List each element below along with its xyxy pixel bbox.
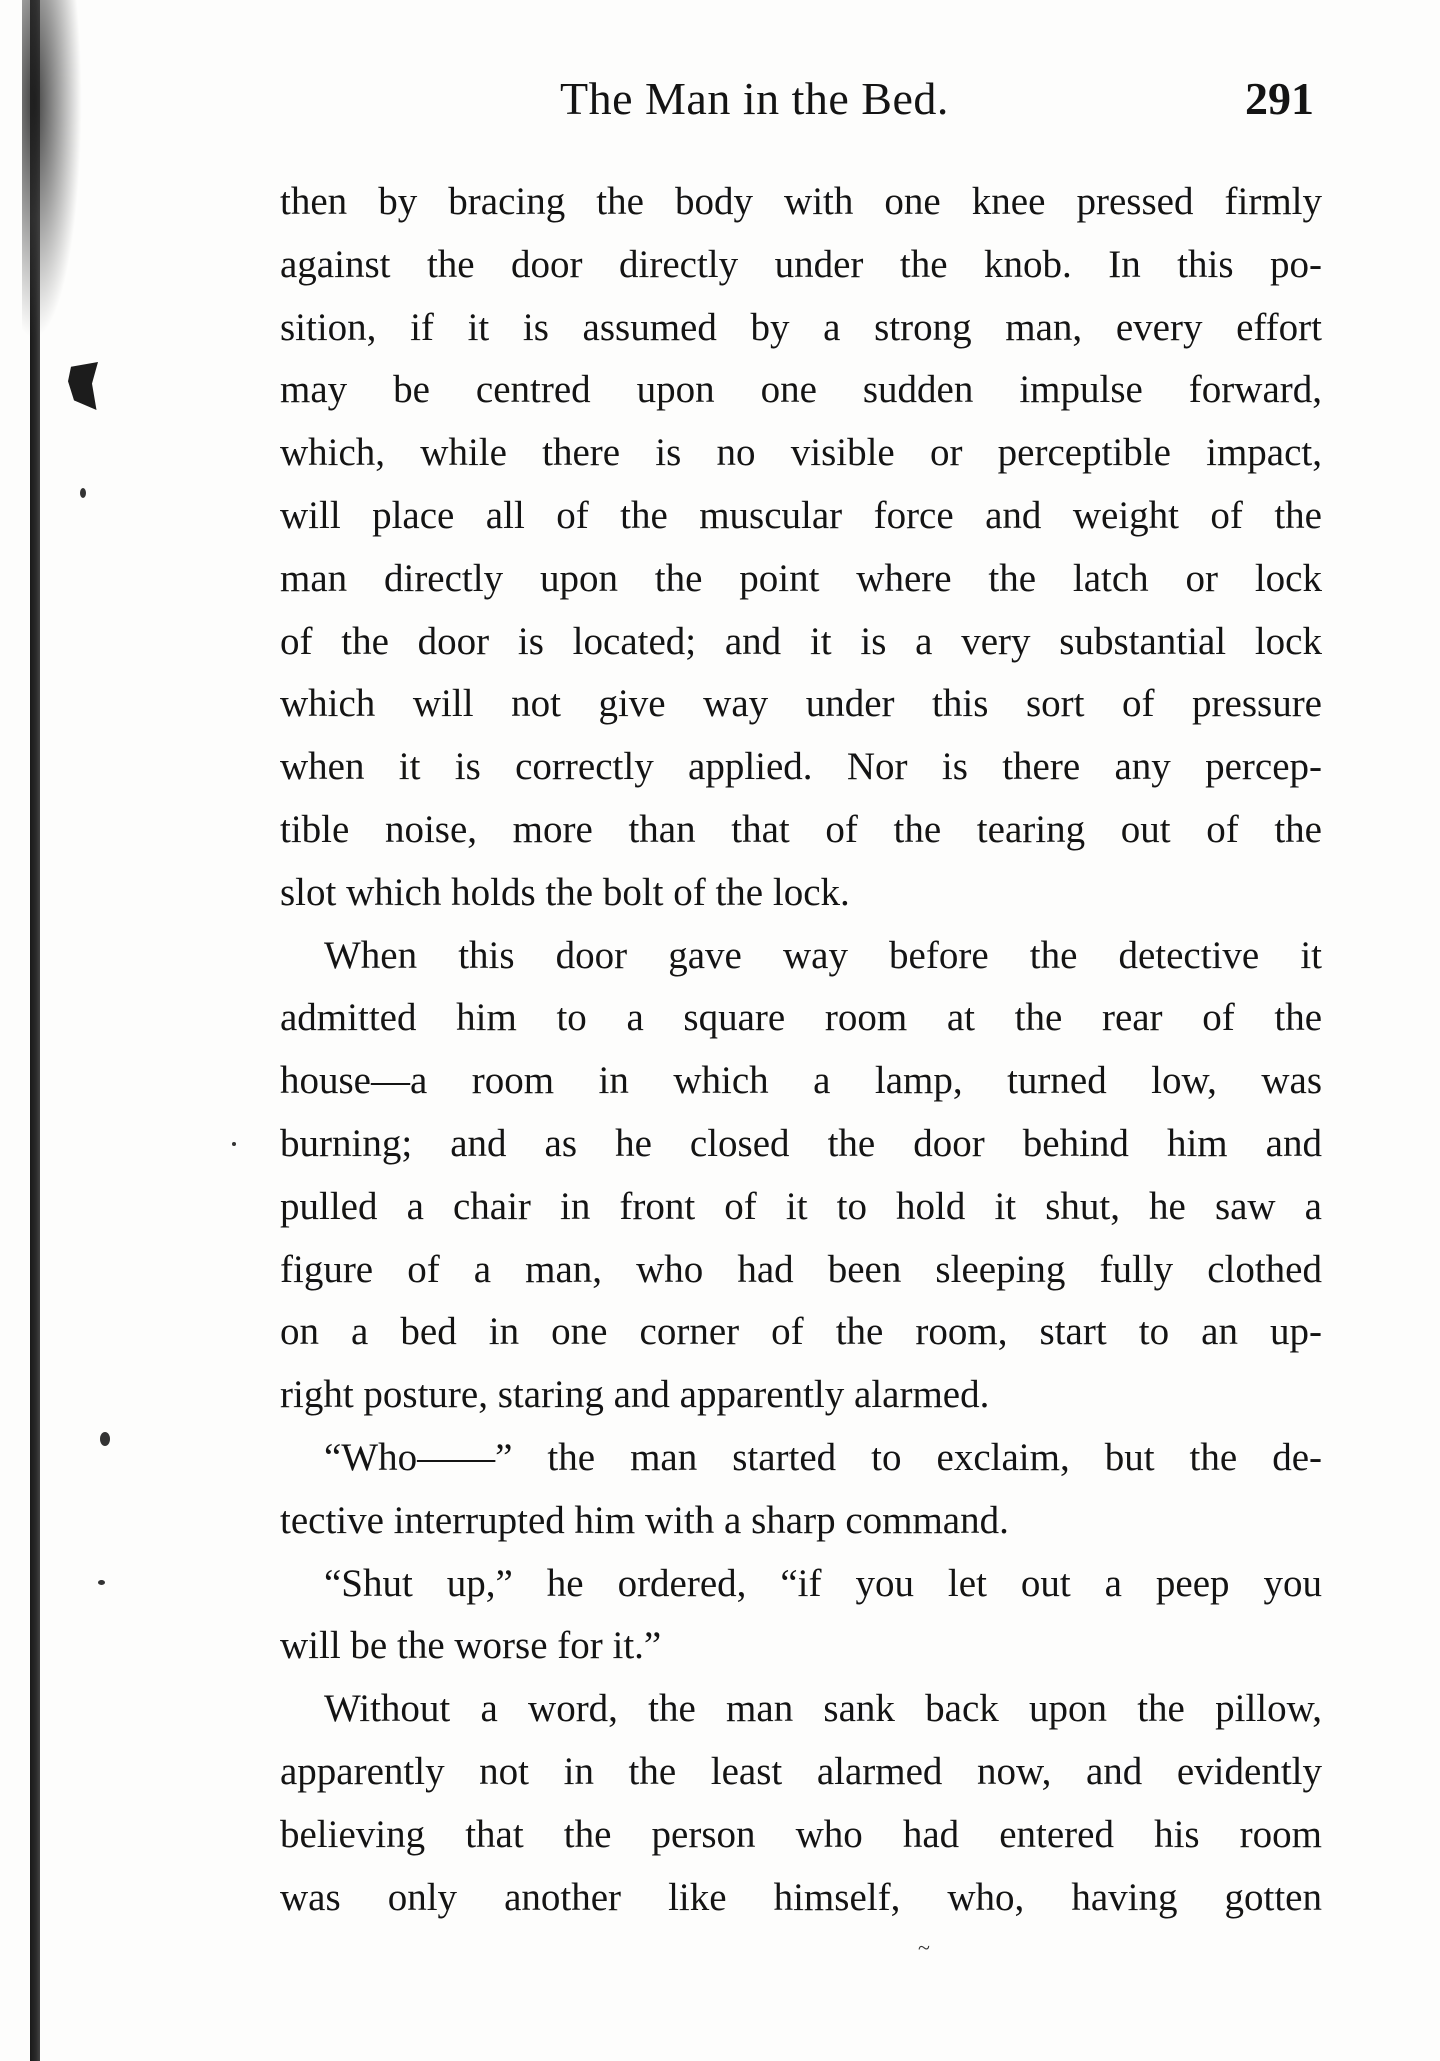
text-line: which will not give way under this sort of pressure [280,682,1322,726]
speck [98,1580,105,1585]
text-line: burning; and as he closed the door behind him and [280,1121,1322,1165]
text-line: house—a room in which a lamp, turned low, was [280,1059,1322,1103]
text-line: slot which holds the bolt of the lock. [280,870,850,914]
text-line: may be centred upon one sudden impulse forward, [280,368,1322,412]
speck [80,488,86,498]
text-line: of the door is located; and it is a very substantial lock [280,619,1322,663]
text-line: right posture, staring and apparently alarmed. [280,1373,990,1417]
text-line: against the door directly under the knob. In this po- [280,242,1322,286]
text-line: believing that the person who had entered his room [280,1812,1322,1856]
text-line: on a bed in one corner of the room, start to an up- [280,1310,1322,1354]
text-line: will be the worse for it.” [280,1624,662,1668]
text-line: apparently not in the least alarmed now, and evidently [280,1749,1322,1793]
text-line: admitted him to a square room at the rear of the [280,996,1322,1040]
text-line: “Who——” the man started to exclaim, but the de- [324,1435,1322,1479]
body-text [280,171,1322,1929]
text-line: was only another like himself, who, having gotten [280,1875,1322,1919]
text-line: sition, if it is assumed by a strong man, every effort [280,305,1322,349]
text-line: Without a word, the man sank back upon the pillow, [324,1687,1322,1731]
text-line: man directly upon the point where the latch or lock [280,556,1322,600]
text-line: pulled a chair in front of it to hold it shut, he saw a [280,1184,1322,1228]
text-line: “Shut up,” he ordered, “if you let out a peep you [324,1561,1322,1605]
text-line: when it is correctly applied. Nor is there any percep- [280,745,1322,789]
text-line: figure of a man, who had been sleeping fully clothed [280,1247,1322,1291]
text-line: When this door gave way before the detective it [324,933,1322,977]
text-line: tective interrupted him with a sharp command. [280,1498,1009,1542]
running-head [0,72,1440,132]
binding-shadow [22,0,82,340]
text-line: will place all of the muscular force and weight of the [280,493,1322,537]
page-number: 291 [1245,73,1314,124]
text-line: which, while there is no visible or perceptible impact, [280,431,1322,475]
binding-mark [68,362,98,410]
speck [232,1142,236,1146]
speck [100,1432,110,1446]
text-line: tible noise, more than that of the tearing out of the [280,807,1322,851]
text-line: then by bracing the body with one knee pressed firmly [280,180,1322,223]
running-title: The Man in the Bed. [560,73,949,124]
print-mark: ~ [918,1935,930,1960]
